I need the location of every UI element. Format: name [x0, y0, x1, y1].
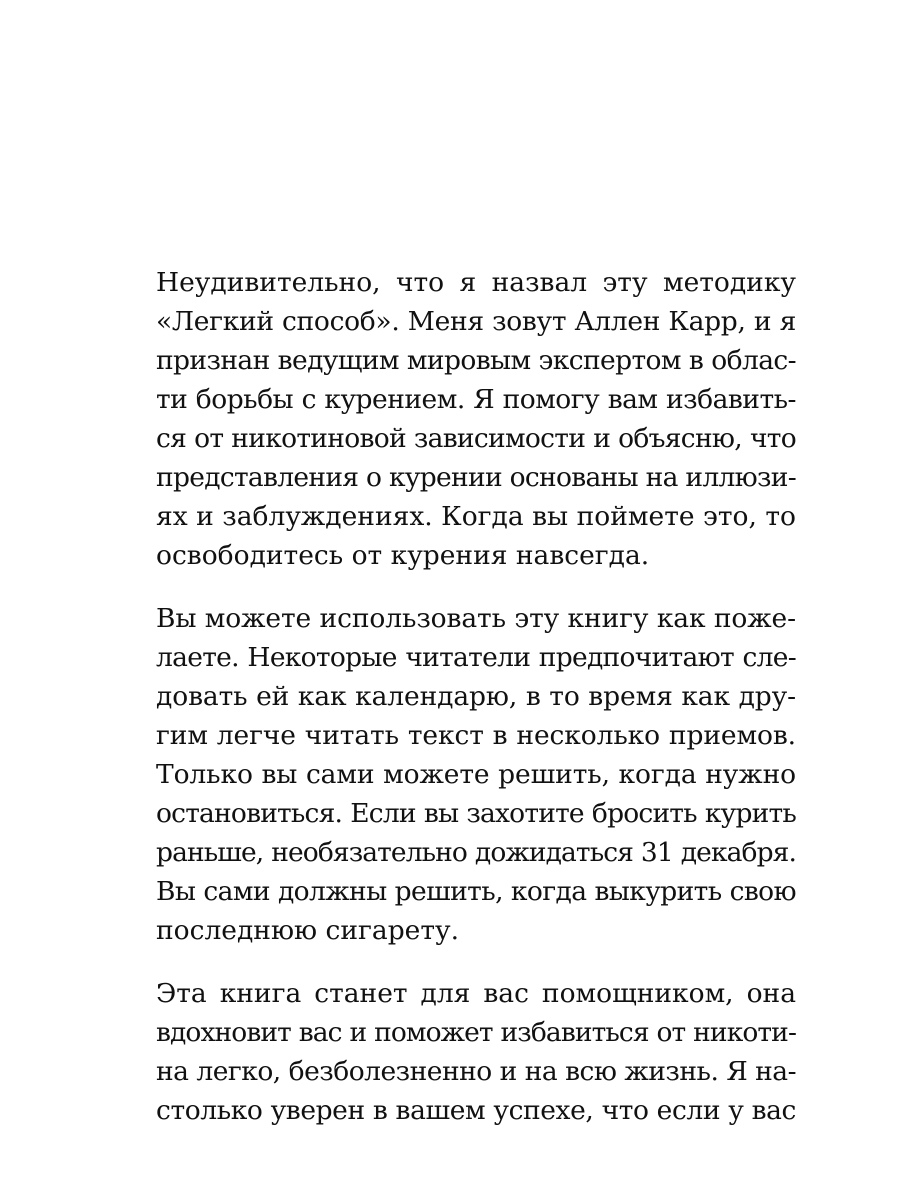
text-line: раньше, необязательно дожидаться 31 декабря. [156, 837, 796, 868]
text-line: довать ей как календарю, в то время как дру- [156, 681, 796, 712]
text-line: столько уверен в вашем успехе, что если у вас [156, 1095, 796, 1126]
text-line: представления о курении основаны на иллюзи- [156, 462, 796, 493]
text-line: ти борьбы с курением. Я помогу вам избавить- [156, 384, 796, 415]
text-line: освободитесь от курения навсегда. [156, 540, 650, 571]
paragraph-2 [156, 599, 796, 950]
text-line: Эта книга станет для вас помощником, она [156, 978, 796, 1009]
text-line: Вы сами должны решить, когда выкурить свою [156, 876, 796, 907]
paragraph-1 [156, 263, 796, 575]
text-line: Только вы сами можете решить, когда нужно [156, 759, 796, 790]
text-line: признан ведущим мировым экспертом в облас- [156, 345, 796, 376]
text-line: на легко, безболезненно и на всю жизнь. Я на- [156, 1056, 797, 1087]
text-line: ся от никотиновой зависимости и объясню, что [156, 423, 796, 454]
text-line: гим легче читать текст в несколько приемов. [156, 720, 796, 751]
text-line: лаете. Некоторые читатели предпочитают сле- [156, 642, 796, 673]
body-text [156, 263, 796, 1154]
text-line: ях и заблуждениях. Когда вы поймете это, то [156, 501, 796, 532]
paragraph-3 [156, 974, 796, 1130]
text-line: «Легкий способ». Меня зовут Аллен Карр, и я [156, 306, 796, 337]
text-line: Неудивительно, что я назвал эту методику [156, 267, 796, 298]
text-line: Вы можете использовать эту книгу как поже- [156, 603, 796, 634]
text-line: последнюю сигарету. [156, 915, 460, 946]
text-line: остановиться. Если вы захотите бросить курить [156, 798, 796, 829]
text-line: вдохновит вас и поможет избавиться от никоти- [156, 1017, 796, 1048]
